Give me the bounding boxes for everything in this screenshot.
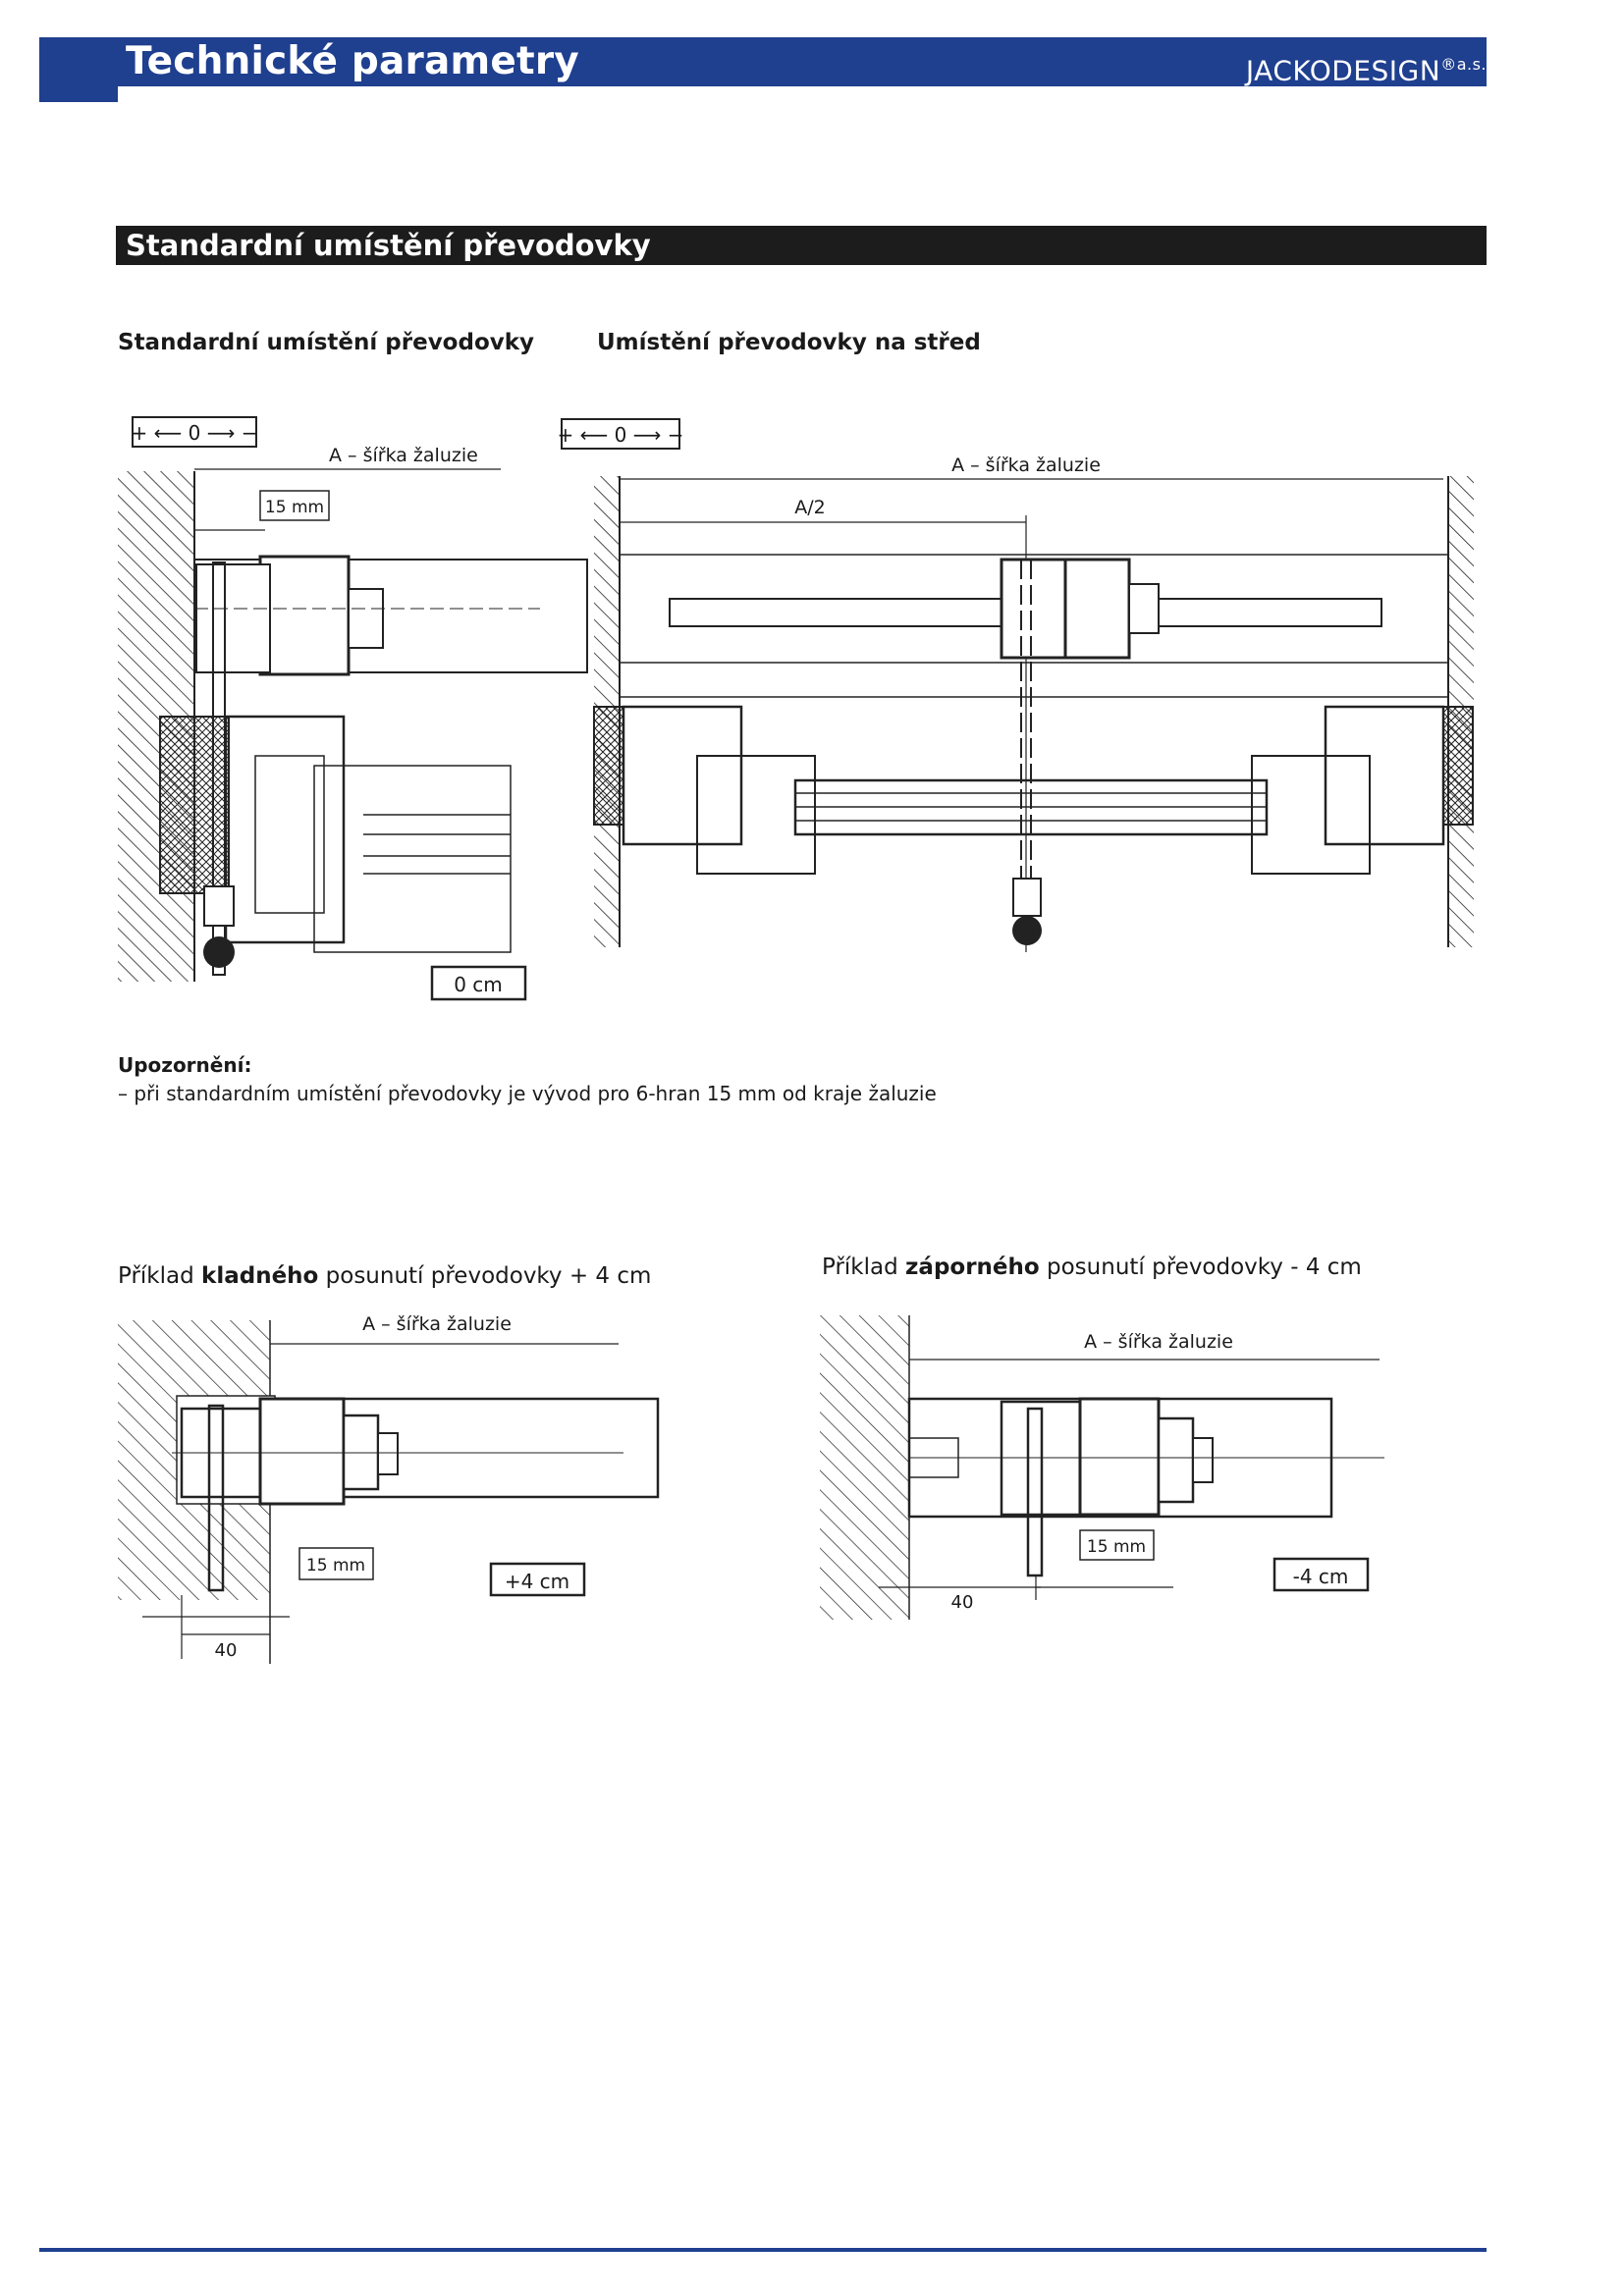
center-diagram <box>557 402 1487 952</box>
positive-result-label: +4 cm <box>504 1570 570 1593</box>
note-title: Upozornění: <box>118 1053 252 1077</box>
positive-width-label: A – šířka žaluzie <box>362 1313 512 1335</box>
page-title: Technické parametry <box>126 39 579 83</box>
footer-line <box>39 2248 1487 2252</box>
standard-direction-legend: + ⟵ 0 ⟶ − <box>131 421 258 445</box>
center-heading: Umístění převodovky na střed <box>597 330 981 355</box>
negative-result-label: -4 cm <box>1292 1565 1349 1588</box>
negative-caption-post: posunutí převodovky - 4 cm <box>1039 1255 1362 1280</box>
positive-caption-bold: kladného <box>201 1263 319 1289</box>
negative-caption-bold: záporného <box>905 1255 1040 1280</box>
standard-result-label: 0 cm <box>454 973 503 996</box>
negative-caption <box>822 1255 1362 1280</box>
header-tab <box>39 86 118 102</box>
negative-offset-label: 15 mm <box>1086 1537 1147 1557</box>
standard-width-label: A – šířka žaluzie <box>329 445 478 466</box>
brand-name: JACKODESIGN <box>1245 54 1441 87</box>
center-direction-legend: + ⟵ 0 ⟶ − <box>557 423 684 447</box>
center-half-label: A/2 <box>794 497 826 518</box>
negative-diagram <box>815 1310 1404 1634</box>
standard-offset-label: 15 mm <box>264 498 325 517</box>
positive-caption-pre: Příklad <box>118 1263 202 1289</box>
positive-diagram <box>113 1301 623 1674</box>
negative-dim-label: 40 <box>950 1592 974 1613</box>
standard-heading: Standardní umístění převodovky <box>118 330 535 355</box>
standard-diagram <box>108 402 560 1011</box>
section-title: Standardní umístění převodovky <box>116 226 1487 265</box>
center-width-label: A – šířka žaluzie <box>951 454 1101 476</box>
negative-width-label: A – šířka žaluzie <box>1084 1331 1233 1353</box>
positive-caption <box>118 1263 651 1289</box>
brand-logo <box>1246 37 1487 92</box>
positive-caption-post: posunutí převodovky + 4 cm <box>318 1263 652 1289</box>
positive-dim-label: 40 <box>214 1640 238 1661</box>
note-text: – při standardním umístění převodovky je vývod pro 6-hran 15 mm od kraje žaluzie <box>118 1082 937 1105</box>
negative-caption-pre: Příklad <box>822 1255 906 1280</box>
brand-suffix: ®a.s. <box>1440 55 1487 74</box>
positive-offset-label: 15 mm <box>305 1556 366 1575</box>
